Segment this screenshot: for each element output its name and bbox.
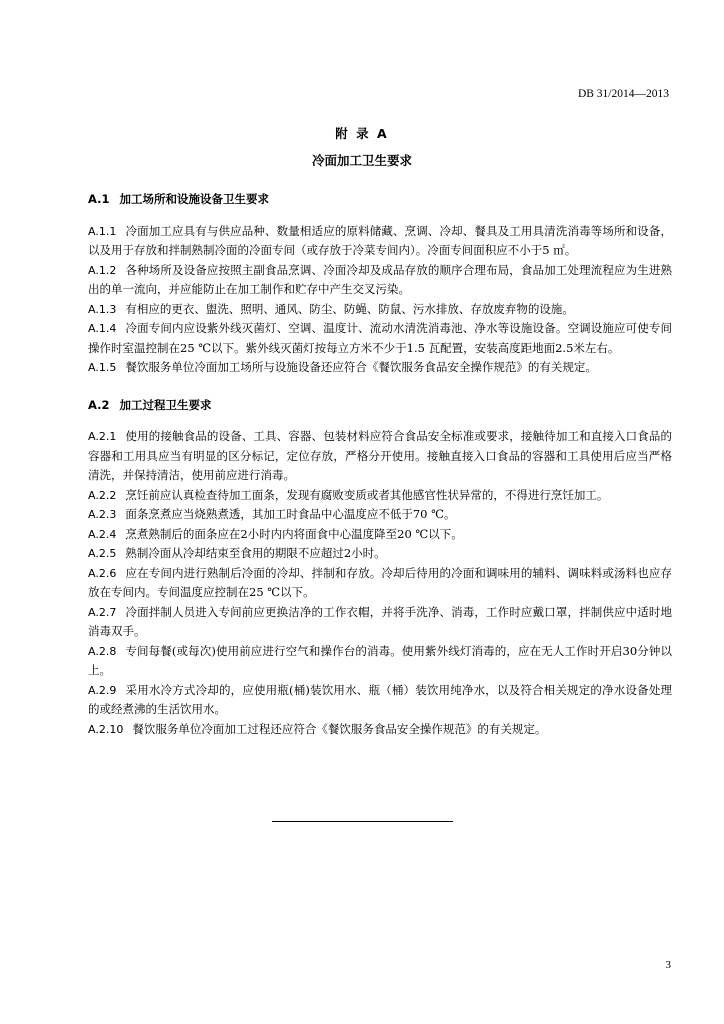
clause-a2-3	[88, 505, 672, 525]
clause-number: A.2.3	[88, 508, 117, 521]
clause-a2-4	[88, 525, 672, 545]
annex-subtitle: 冷面加工卫生要求	[311, 153, 412, 168]
clause-a2-10	[88, 720, 672, 740]
clause-text: 冷面专间内应设紫外线灭菌灯、空调、温度计、流动水清洗消毒池、净水等设施设备。空调设施应可使专间操作时室温控制在25 ℃以下。紫外线灭菌灯按每立方米不少于1.5 瓦配置，安装高度距地面2.5米左右。	[88, 321, 672, 355]
clause-text: 应在专间内进行熟制后冷面的冷却、拌制和存放。冷却后待用的冷面和调味用的辅料、调味料或汤料也应存放在专间内。专间温度应控制在25 ℃以下。	[88, 565, 672, 599]
clause-text: 冷面加工应具有与供应品种、数量相适应的原料储藏、烹调、冷却、餐具及工用具清洗消毒等场所和设备，以及用于存放和拌制熟制冷面的冷面专间（或存放于冷菜专间内）。冷面专间面积应不小于5 ㎡。	[88, 223, 672, 257]
section-title: 加工场所和设施设备卫生要求	[119, 192, 269, 206]
clause-text: 专间每餐(或每次)使用前应进行空气和操作台的消毒。使用紫外线灯消毒的，应在无人工作时开启30分钟以上。	[88, 643, 672, 677]
clause-text: 烹煮熟制后的面条应在2小时内内将面食中心温度降至20 ℃以下。	[125, 526, 463, 541]
document-body	[88, 190, 672, 757]
clause-text: 面条烹煮应当烧熟煮透，其加工时食品中心温度应不低于70 ℃。	[125, 507, 456, 521]
clause-text: 餐饮服务单位冷面加工过程还应符合《餐饮服务食品安全操作规范》的有关规定。	[132, 721, 547, 736]
clause-a2-8	[88, 642, 672, 681]
document-code: DB 31/2014—2013	[577, 88, 669, 100]
clause-number: A.1.1	[88, 224, 117, 238]
clause-a1-3	[88, 300, 672, 320]
clause-number: A.2.7	[88, 605, 117, 619]
clause-a2-6	[88, 564, 672, 603]
clause-text: 熟制冷面从冷却结束至食用的期限不应超过2小时。	[125, 546, 386, 560]
section-number: A.1	[88, 192, 110, 206]
clause-text: 使用的接触食品的设备、工具、容器、包装材料应符合食品安全标准或要求，接触待加工和直接入口食品的容器和工用具应当有明显的区分标记，定位存放，严格分开使用。接触直接入口食品的容器和工具使用后应当严格清洗，并保持清洁，使用前应进行消毒。	[88, 429, 672, 482]
clause-number: A.1.3	[88, 302, 117, 316]
section-number: A.2	[88, 397, 110, 412]
annex-title: 附 录 A	[335, 126, 389, 141]
clause-number: A.2.1	[88, 430, 117, 443]
clause-text: 采用水冷方式冷却的，应使用瓶(桶)装饮用水、瓶（桶）装饮用纯净水，以及符合相关规定的净水设备处理的或经煮沸的生活饮用水。	[88, 682, 672, 716]
clause-text: 餐饮服务单位冷面加工场所与设施设备还应符合《餐饮服务食品安全操作规范》的有关规定。	[125, 360, 597, 374]
clause-a1-1	[88, 222, 672, 261]
section-heading	[88, 396, 672, 416]
clause-text: 有相应的更衣、盥洗、照明、通风、防尘、防蝇、防鼠、污水排放、存放废弃物的设施。	[125, 301, 574, 316]
clause-a1-2	[88, 261, 672, 300]
clause-a2-7	[88, 603, 672, 642]
section-a1	[88, 190, 672, 378]
clause-number: A.2.6	[88, 566, 117, 580]
clause-number: A.2.9	[88, 683, 117, 697]
clause-a2-2	[88, 486, 672, 506]
clause-number: A.1.2	[88, 263, 117, 277]
clause-text: 烹饪前应认真检查待加工面条，发现有腐败变质或者其他感官性状异常的，不得进行烹饪加工。	[125, 487, 609, 502]
clause-a1-4	[88, 319, 672, 358]
clause-number: A.2.8	[88, 644, 117, 658]
end-rule-divider	[272, 821, 453, 822]
clause-number: A.2.2	[88, 488, 117, 502]
section-heading	[88, 190, 672, 210]
clause-a2-9	[88, 681, 672, 720]
clause-text: 冷面拌制人员进入专间前应更换洁净的工作衣帽，并将手洗净、消毒，工作时应戴口罩，拌制供应中适时地消毒双手。	[88, 604, 672, 638]
section-a2	[88, 396, 672, 740]
page-number: 3	[665, 959, 671, 971]
clause-a2-1	[88, 427, 672, 486]
clause-a2-5	[88, 544, 672, 564]
clause-text: 各种场所及设备应按照主副食品烹调、冷面冷却及成品存放的顺序合理布局，食品加工处理流程应为生进熟出的单一流向，并应能防止在加工制作和贮存中产生交叉污染。	[88, 262, 672, 296]
clause-number: A.1.5	[88, 361, 117, 374]
clause-number: A.2.5	[88, 547, 117, 560]
clause-number: A.2.10	[88, 722, 124, 736]
clause-a1-5	[88, 358, 672, 378]
section-title: 加工过程卫生要求	[119, 397, 212, 412]
clause-number: A.1.4	[88, 322, 117, 335]
clause-number: A.2.4	[88, 527, 117, 541]
